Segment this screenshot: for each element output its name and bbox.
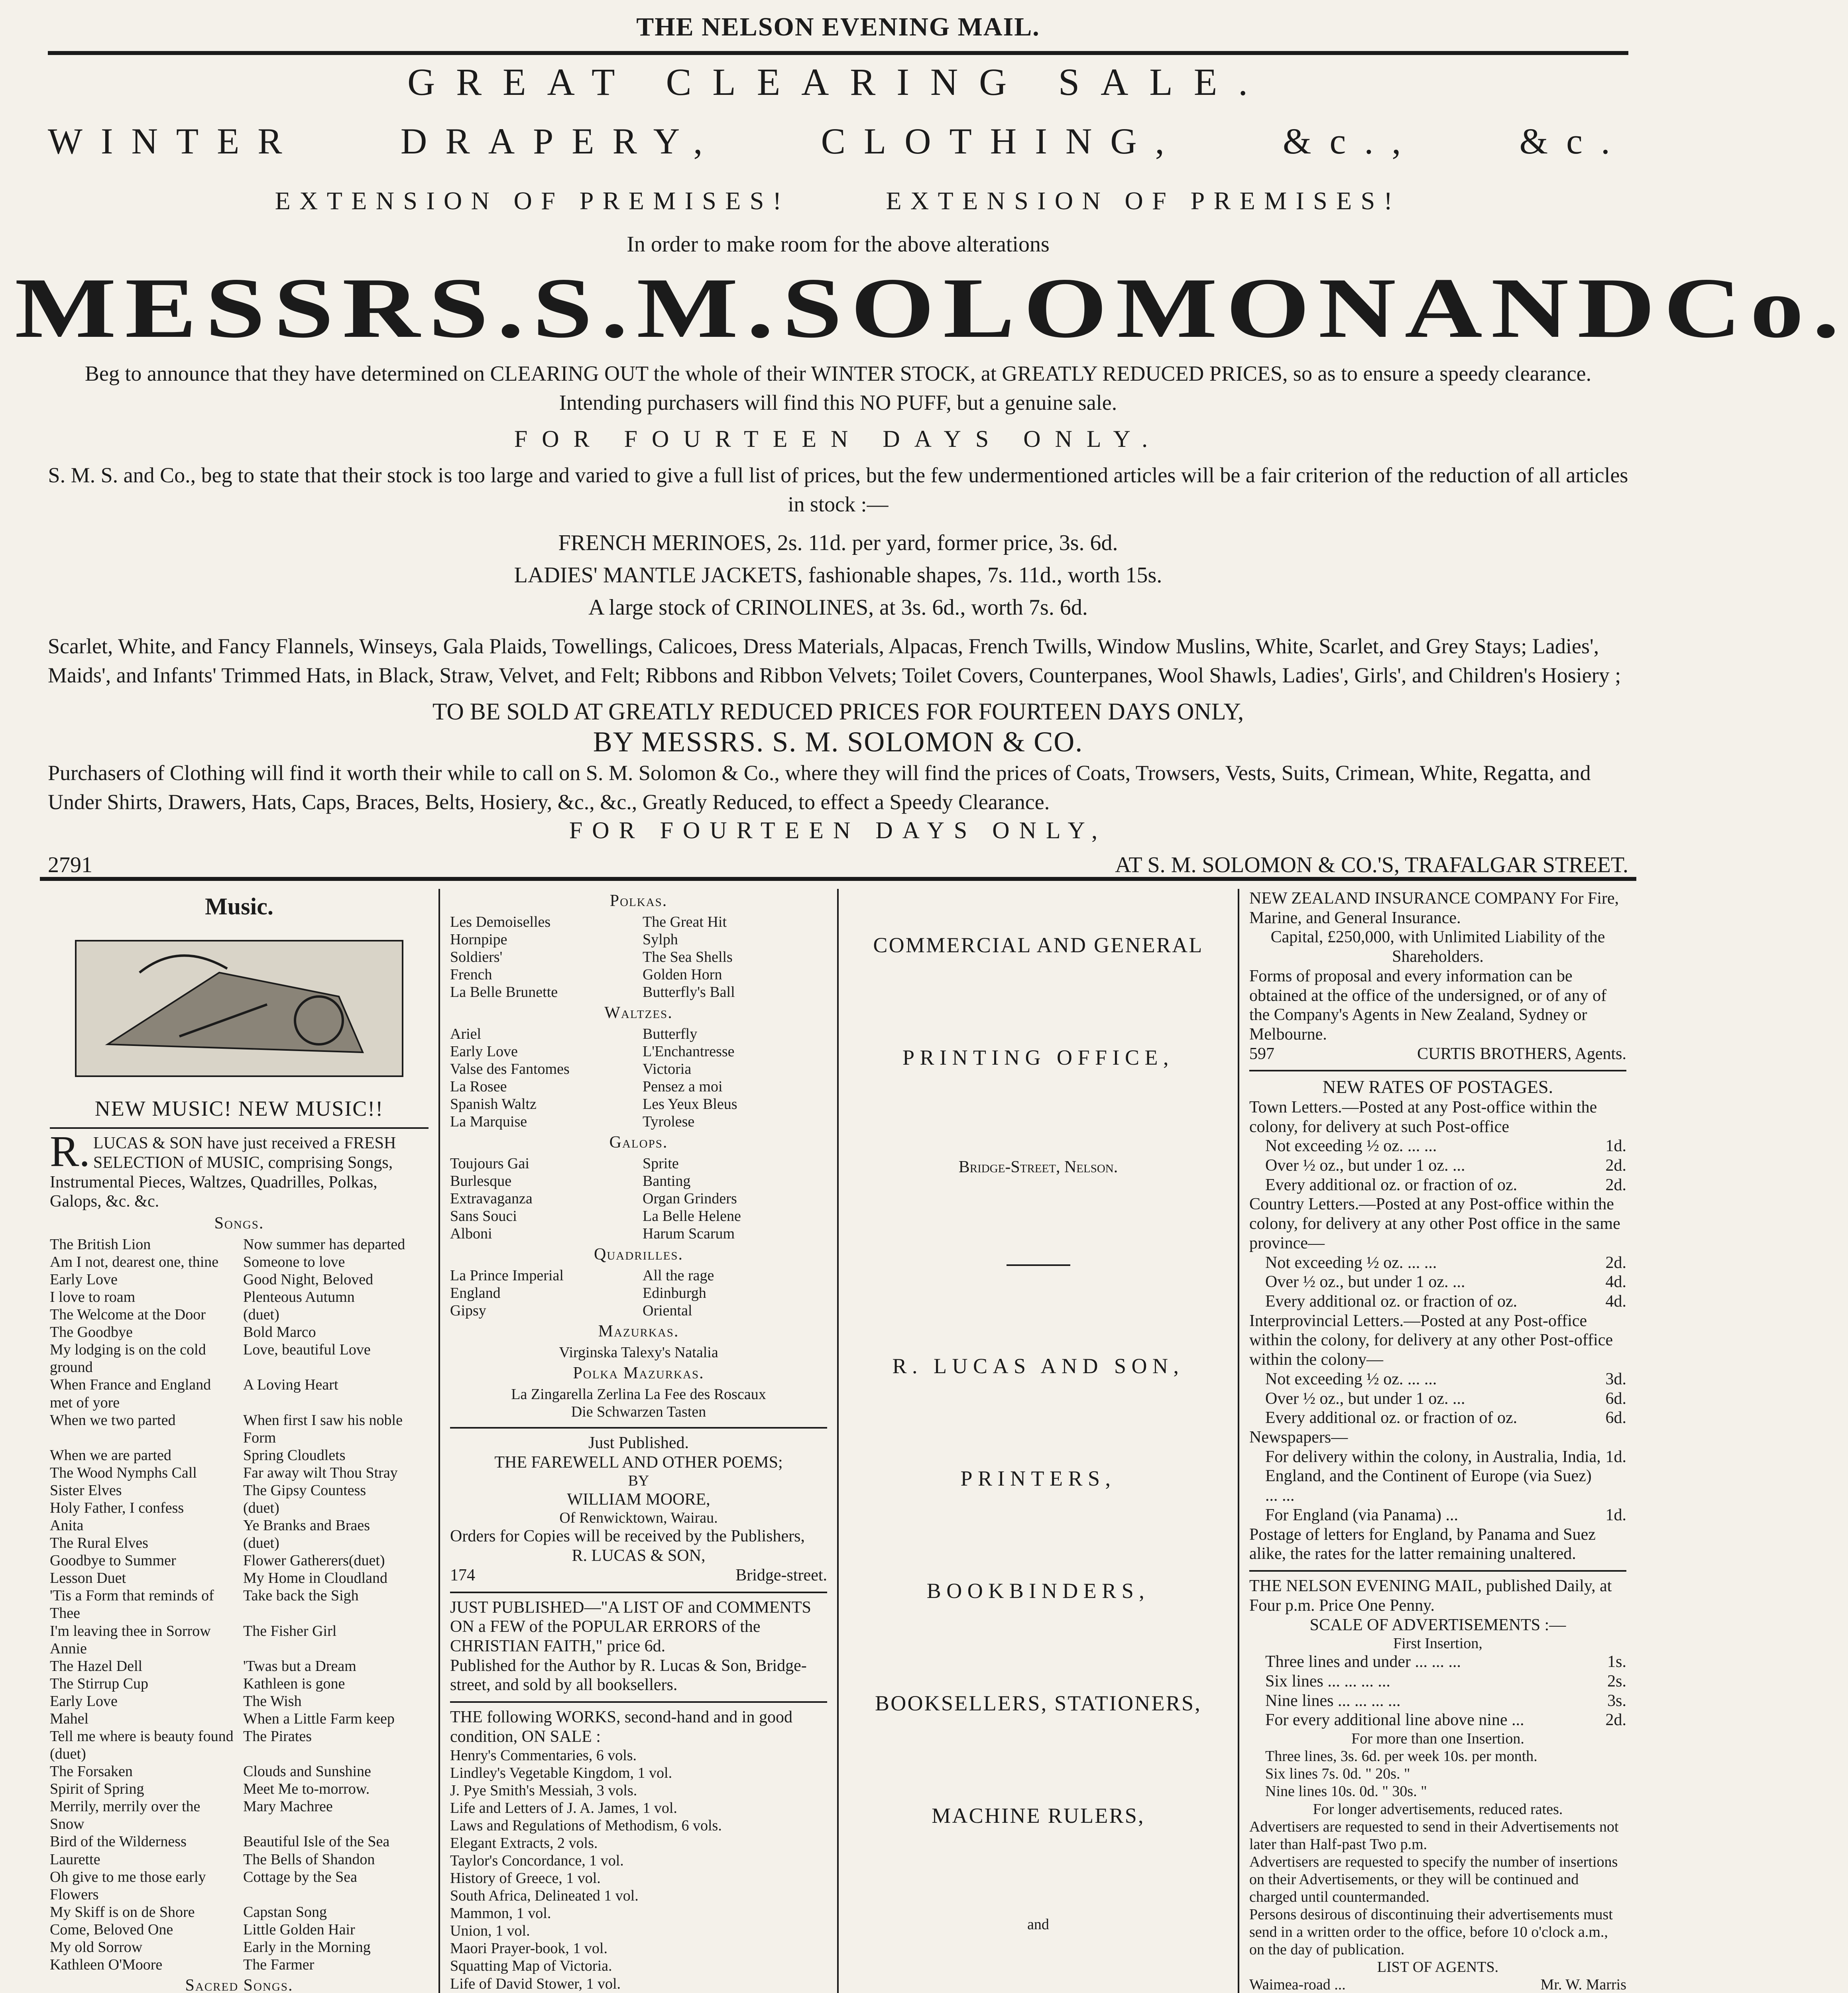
song-item: The Gipsy Countess [243, 1482, 366, 1499]
advertisers-note-2: Advertisers are requested to specify the number of insertions on their Advertisements, or they will be continued and charged until countermanded. [1249, 1853, 1618, 1905]
galop-item: La Belle Helene [643, 1208, 741, 1225]
postage-note: Postage of letters for England, by Panama and Suez alike, the rates for the latter remaining unaltered. [1249, 1525, 1596, 1563]
popular-errors-ad [450, 1592, 827, 1695]
winter-drapery-line [48, 120, 1628, 162]
song-item: My lodging is on the cold ground [50, 1341, 206, 1376]
farewell-ad [450, 1427, 827, 1585]
town-rate [1265, 1175, 1626, 1195]
quadrille-item: All the rage [643, 1267, 714, 1284]
waltz-item: Les Yeux Bleus [643, 1096, 737, 1113]
firm-m: M. [636, 260, 782, 356]
polka-item: The Great Hit [643, 913, 727, 930]
interprovincial-rate [1265, 1408, 1626, 1428]
interprovincial-rate-value: 6d. [1605, 1389, 1626, 1408]
waltz-item: Tyrolese [643, 1113, 695, 1130]
ad-rate-label: Nine lines ... ... ... ... [1265, 1691, 1401, 1710]
polkas-heading: Polkas. [609, 892, 668, 910]
song-item: The Forsaken [50, 1763, 133, 1780]
town-rate [1265, 1136, 1626, 1156]
firm-co: Co. [1663, 260, 1848, 356]
firm-and: AND [1404, 260, 1664, 356]
song-item: My Home in Cloudland [243, 1570, 388, 1587]
insurance-agents: CURTIS BROTHERS, Agents. [1417, 1044, 1626, 1063]
bookbinders: BOOKBINDERS, [926, 1579, 1150, 1603]
solomon-advertisement [14, 56, 1848, 878]
by-messrs: BY MESSRS. S. M. SOLOMON & CO. [593, 725, 1083, 758]
song-item: The Rural Elves [50, 1535, 148, 1552]
lucas-and-son: R. LUCAS AND SON, [892, 1354, 1184, 1378]
waltz-item: La Marquise [450, 1113, 527, 1130]
polka-item: La Belle Brunette [450, 984, 558, 1001]
insurance-number: 597 [1249, 1044, 1274, 1063]
commercial-heading: COMMERCIAL AND GENERAL [873, 933, 1203, 957]
quadrille-item: England [450, 1285, 501, 1302]
song-item: The Bells of Shandon [243, 1851, 375, 1868]
notices-column [1238, 889, 1636, 1993]
country-rate [1265, 1272, 1626, 1292]
quadrilles-heading: Quadrilles. [594, 1245, 683, 1264]
song-item: The Farmer [243, 1956, 315, 1973]
song-item: Bird of the Wilderness [50, 1833, 187, 1850]
mazurkas-heading: Mazurkas. [598, 1322, 679, 1341]
song-item: 'Twas but a Dream [243, 1657, 356, 1675]
country-rate [1265, 1292, 1626, 1311]
extension-line [48, 186, 1628, 216]
song-item: Ye Branks and Braes [243, 1517, 370, 1534]
waltz-item: Valse des Fantomes [450, 1060, 570, 1077]
song-item: Spirit of Spring [50, 1781, 144, 1798]
clothing-word: CLOTHING, [821, 121, 1183, 161]
work-item: Taylor's Concordance, 1 vol. [450, 1852, 624, 1869]
ad-rate-label: Three lines and under ... ... ... [1265, 1653, 1461, 1671]
song-item: The Wish [243, 1692, 302, 1710]
ad-address: AT S. M. SOLOMON & CO.'S, TRAFALGAR STREET. [1115, 852, 1628, 877]
more-rate-item: Nine lines 10s. 0d. " 30s. " [1265, 1783, 1427, 1800]
song-item: Clouds and Sunshine [243, 1763, 371, 1780]
and-word: and [1027, 1916, 1049, 1933]
waltz-item: Ariel [450, 1025, 482, 1042]
firm-name [0, 260, 1848, 356]
galop-item: Alboni [450, 1225, 492, 1242]
song-item: Am I not, dearest one, thine [50, 1253, 219, 1270]
song-item: The Goodbye [50, 1324, 133, 1341]
waltz-item: L'Enchantresse [643, 1043, 735, 1060]
interprovincial-letters: Interprovincial Letters.—Posted at any Post-office within the colony, for delivery at any other Post-office within the colony— [1249, 1311, 1613, 1369]
newspaper-rate-label: For England (via Panama) ... [1265, 1506, 1459, 1524]
music-title: Music. [205, 893, 273, 920]
works-list [450, 1747, 827, 1993]
galop-item: Sprite [643, 1155, 679, 1172]
columns [40, 889, 1636, 1993]
ad-footer [48, 852, 1628, 878]
song-item: The British Lion [50, 1236, 151, 1253]
song-item: The Pirates [243, 1728, 312, 1745]
popular-errors-text: JUST PUBLISHED—"A LIST OF and COMMENTS ON a FEW of the POPULAR ERRORS of the CHRISTIAN FAITH," price 6d. [450, 1598, 811, 1655]
waltz-item: Spanish Waltz [450, 1096, 537, 1113]
advertisers-note-1: Advertisers are requested to send in their Advertisements not later than Half-past Two p.m. [1249, 1818, 1619, 1853]
galop-item: Organ Grinders [643, 1190, 737, 1207]
more-rate-item: Three lines, 3s. 6d. per week 10s. per month. [1265, 1748, 1537, 1765]
ad-rate [1265, 1672, 1626, 1691]
waltz-item: Pensez a moi [643, 1078, 723, 1095]
to-be-sold: TO BE SOLD AT GREATLY REDUCED PRICES FOR FOURTEEN DAYS ONLY, [432, 698, 1244, 725]
quadrille-item: Gipsy [450, 1302, 486, 1319]
section-rule [40, 877, 1636, 881]
agent-row-value: Mr. W. Marris [1540, 1976, 1626, 1993]
music-instruments-illustration [50, 925, 429, 1092]
country-rates [1249, 1253, 1626, 1311]
songs-heading: Songs. [214, 1214, 264, 1233]
song-item: Cottage by the Sea [243, 1868, 357, 1885]
song-item: When we two parted [50, 1411, 176, 1429]
town-rate [1265, 1156, 1626, 1175]
farewell-head: Just Published. [588, 1434, 689, 1452]
country-rate-label: Every additional oz. or fraction of oz. [1265, 1292, 1518, 1311]
newspaper-rates [1249, 1447, 1626, 1525]
song-item: My Skiff is on de Shore [50, 1903, 195, 1920]
first-insertion: First Insertion, [1393, 1635, 1482, 1652]
newspaper-rate [1265, 1447, 1626, 1506]
farewell-number: 174 [450, 1566, 475, 1584]
price-item: FRENCH MERINOES, 2s. 11d. per yard, former price, 3s. 6d. [558, 530, 1118, 555]
country-rate-value: 4d. [1605, 1292, 1626, 1311]
song-item: Merrily, merrily over the Snow [50, 1798, 201, 1833]
interprovincial-rate [1265, 1370, 1626, 1389]
masthead-rule [48, 51, 1628, 55]
firm-s: S. [532, 260, 637, 356]
more-rate-item: Six lines 7s. 0d. " 20s. " [1265, 1765, 1410, 1783]
song-item: Mahel [50, 1710, 89, 1727]
fourteen-days: FOR FOURTEEN DAYS ONLY. [514, 425, 1162, 452]
agent-row-label: Waimea-road ... [1249, 1976, 1346, 1993]
divider [1007, 1264, 1070, 1266]
song-item: Holy Father, I confess [50, 1499, 184, 1516]
farewell-publisher: R. LUCAS & SON, [572, 1547, 706, 1565]
country-rate-value: 2d. [1605, 1253, 1626, 1272]
song-item: Far away wilt Thou Stray [243, 1464, 398, 1481]
work-item: South Africa, Delineated 1 vol. [450, 1887, 639, 1905]
farewell-by: BY [628, 1472, 649, 1490]
agent-row [1249, 1976, 1626, 1993]
song-item: Come, Beloved One [50, 1921, 173, 1938]
song-item: The Fisher Girl [243, 1622, 337, 1639]
quadrille-item: La Prince Imperial [450, 1267, 564, 1284]
song-item: Now summer has departed [243, 1236, 405, 1253]
song-item: My old Sorrow [50, 1938, 143, 1956]
work-item: Life and Letters of J. A. James, 1 vol. [450, 1799, 677, 1816]
ad-rate [1265, 1652, 1626, 1672]
song-item: 'Tis a Form that reminds of Thee [50, 1587, 214, 1622]
song-item: Goodbye to Summer [50, 1552, 176, 1569]
song-item: Early Love [50, 1271, 118, 1288]
ad-number: 2791 [48, 852, 92, 877]
song-item: Good Night, Beloved [243, 1271, 374, 1288]
music-intro: R.LUCAS & SON have just received a FRESH SELECTION of MUSIC, comprising Songs, Instrumental Pieces, Waltzes, Quadrilles, Polkas, Galops, &c. &c. [50, 1127, 396, 1211]
purchasers-text: Purchasers of Clothing will find it worth their while to call on S. M. Solomon & Co., where they will find the prices of Coats, Trowsers, Vests, Suits, Crimean, White, Regatta, and Under Shirts, Drawers, Hats, Caps, Braces, Belts, Hosiery, &c., &c., Greatly Reduced, to effect a Speedy Clearance. [48, 761, 1591, 814]
town-rates [1249, 1136, 1626, 1195]
song-item: The Stirrup Cup [50, 1675, 148, 1692]
farewell-author: WILLIAM MOORE, [567, 1490, 710, 1509]
song-item: Mary Machree [243, 1798, 333, 1815]
song-item: Someone to love [243, 1253, 345, 1270]
country-rate-label: Over ½ oz., but under 1 oz. ... [1265, 1273, 1465, 1291]
song-item: When a Little Farm keep [243, 1710, 395, 1727]
farewell-address: Bridge-street. [735, 1566, 827, 1584]
waltzes-list [450, 1025, 827, 1130]
extension-left: EXTENSION OF PREMISES! [275, 187, 790, 215]
interprovincial-rates [1249, 1370, 1626, 1428]
town-rate-value: 2d. [1605, 1175, 1626, 1194]
waltz-item: La Rosee [450, 1078, 507, 1095]
song-item: Early in the Morning [243, 1938, 371, 1956]
printing-office-column [837, 889, 1238, 1993]
work-item: Laws and Regulations of Methodism, 6 vols. [450, 1817, 722, 1834]
song-item: When we are parted [50, 1447, 171, 1464]
interprovincial-rate-label: Not exceeding ½ oz. ... ... [1265, 1370, 1437, 1388]
order-line: In order to make room for the above alterations [627, 232, 1050, 257]
galop-item: Harum Scarum [643, 1225, 735, 1242]
advertisers-note-3: Persons desirous of discontinuing their advertisements must send in a written order to the office, before 10 o'clock a.m., on the day of publication. [1249, 1906, 1613, 1958]
quadrilles-list [450, 1267, 827, 1319]
insurance-forms: Forms of proposal and every information can be obtained at the office of the undersigned, or of any of the Company's Agents in New Zealand, Sydney or Melbourne. [1249, 967, 1607, 1044]
agents-heading: LIST OF AGENTS. [1377, 1959, 1499, 1976]
printers: PRINTERS, [960, 1466, 1116, 1490]
booksellers: BOOKSELLERS, STATIONERS, [875, 1691, 1201, 1716]
insurance-heading: NEW ZEALAND INSURANCE COMPANY For Fire, Marine, and General Insurance. [1249, 889, 1619, 927]
work-item: Life of David Stower, 1 vol. [450, 1975, 621, 1992]
ad-rate-label: Six lines ... ... ... ... [1265, 1672, 1390, 1691]
ad-rate-value: 2d. [1605, 1711, 1626, 1730]
song-item: Meet Me to-morrow. [243, 1781, 370, 1798]
waltz-item: Butterfly [643, 1025, 698, 1042]
galop-item: Extravaganza [450, 1190, 533, 1207]
song-item: Early Love [50, 1692, 118, 1710]
newspaper-rate-value: 1d. [1605, 1447, 1626, 1466]
song-item: Tell me where is beauty found (duet) [50, 1728, 234, 1763]
works-ad [450, 1701, 827, 1993]
work-item: J. Pye Smith's Messiah, 3 vols. [450, 1782, 637, 1799]
polka-item: Golden Horn [643, 966, 722, 983]
work-item: Henry's Commentaries, 6 vols. [450, 1747, 637, 1764]
newspapers-heading: Newspapers— [1249, 1428, 1348, 1447]
galop-item: Toujours Gai [450, 1155, 529, 1172]
mazurkas-list: Virginska Talexy's Natalia [559, 1344, 718, 1361]
town-rate-label: Not exceeding ½ oz. ... ... [1265, 1137, 1437, 1156]
galop-item: Sans Souci [450, 1208, 517, 1225]
town-letters: Town Letters.—Posted at any Post-office within the colony, for delivery at such Post-office [1249, 1098, 1597, 1136]
machine-rulers: MACHINE RULERS, [932, 1804, 1145, 1828]
books-column [438, 889, 837, 1993]
galop-item: Banting [643, 1173, 691, 1190]
waltz-item: Victoria [643, 1060, 692, 1077]
waltz-item: Early Love [450, 1043, 518, 1060]
work-item: Elegant Extracts, 2 vols. [450, 1834, 598, 1851]
agents-list [1249, 1976, 1626, 1993]
ad-rate-value: 2s. [1607, 1672, 1626, 1691]
more-rates [1249, 1747, 1626, 1800]
ad-rate-value: 3s. [1607, 1691, 1626, 1710]
song-item: When first I saw his noble Form [243, 1411, 403, 1446]
work-item: Squatting Map of Victoria. [450, 1958, 612, 1975]
town-rate-value: 1d. [1605, 1137, 1626, 1156]
waltzes-heading: Waltzes. [604, 1004, 673, 1022]
work-item: Maori Prayer-book, 1 vol. [450, 1940, 607, 1957]
song-item: Take back the Sigh [243, 1587, 359, 1604]
works-intro: THE following WORKS, second-hand and in good condition, ON SALE : [450, 1708, 792, 1746]
ad-rates [1249, 1652, 1626, 1730]
farewell-body: Orders for Copies will be received by the Publishers, [450, 1527, 805, 1546]
polka-mazurkas-list: La Zingarella Zerlina La Fee des Roscaux [511, 1386, 766, 1403]
longer-ads: For longer advertisements, reduced rates. [1313, 1800, 1563, 1818]
price-item: LADIES' MANTLE JACKETS, fashionable shapes, 7s. 11d., worth 15s. [514, 562, 1162, 588]
quadrille-item: Edinburgh [643, 1285, 706, 1302]
drapery-word: DRAPERY, [400, 121, 721, 161]
polka-item: Soldiers' [450, 948, 503, 965]
postage-heading: NEW RATES OF POSTAGES. [1322, 1077, 1553, 1097]
ad-rate [1265, 1691, 1626, 1711]
song-item: Oh give to me those early Flowers [50, 1868, 206, 1903]
song-item: I love to roam [50, 1289, 136, 1306]
song-item: Spring Cloudlets [243, 1447, 346, 1464]
interprovincial-rate-label: Every additional oz. or fraction of oz. [1265, 1409, 1518, 1427]
work-item: Lindley's Vegetable Kingdom, 1 vol. [450, 1764, 672, 1781]
firm-messrs: MESSRS. [14, 260, 533, 356]
polka-mazurkas-list-2: Die Schwarzen Tasten [571, 1403, 706, 1420]
quadrille-item: Oriental [643, 1302, 692, 1319]
great-clearing-sale: GREAT CLEARING SALE. [407, 61, 1269, 103]
song-item: Anita [50, 1517, 84, 1534]
scale-heading: SCALE OF ADVERTISEMENTS :— [1309, 1616, 1566, 1634]
town-rate-label: Every additional oz. or fraction of oz. [1265, 1175, 1518, 1194]
song-item: Lesson Duet [50, 1570, 126, 1587]
song-item: Bold Marco [243, 1324, 316, 1341]
song-item: Capstan Song [243, 1903, 327, 1920]
polka-item: French [450, 966, 492, 983]
songs-list [50, 1236, 429, 1973]
price-list [48, 527, 1628, 624]
announce-text: Beg to announce that they have determined on CLEARING OUT the whole of their WINTER STOCK, at GREATLY REDUCED PRICES, so as to ensure a speedy clearance. Intending purchasers will find this NO PUFF, but a genuine sale. [85, 362, 1592, 415]
ad-rate-label: For every additional line above nine ... [1265, 1711, 1524, 1730]
country-rate [1265, 1253, 1626, 1273]
goods-text: Scarlet, White, and Fancy Flannels, Winseys, Gala Plaids, Towellings, Calicoes, Dress Materials, Alpacas, French Twills, Window Muslins, White, Scarlet, and Grey Stays; Ladies', Maids', and Infants' Trimmed Hats, in Black, Straw, Velvet, and Felt; Ribbons and Ribbon Velvets; Toilet Covers, Counterpanes, Wool Shawls, Ladies', Girls', and Children's Hosiery ; [48, 634, 1621, 688]
song-item: Little Golden Hair [243, 1921, 355, 1938]
work-item: History of Greece, 1 vol. [450, 1870, 601, 1887]
interprovincial-rate-label: Over ½ oz., but under 1 oz. ... [1265, 1389, 1465, 1408]
town-rate-value: 2d. [1605, 1156, 1626, 1175]
new-music: NEW MUSIC! NEW MUSIC!! [94, 1096, 384, 1120]
galop-item: Burlesque [450, 1173, 512, 1190]
polka-mazurkas-heading: Polka Mazurkas. [573, 1364, 704, 1383]
song-item: Laurette [50, 1851, 100, 1868]
insurance-capital: Capital, £250,000, with Unlimited Liability of the Shareholders. [1270, 928, 1605, 966]
sacred-heading: Sacred Songs. [185, 1976, 293, 1993]
song-item: (duet) [243, 1306, 279, 1323]
country-letters: Country Letters.—Posted at any Post-office within the colony, for delivery at any other Post office in the same province— [1249, 1195, 1620, 1252]
popular-errors-publisher: Published for the Author by R. Lucas & Son, Bridge-street, and sold by all booksellers. [450, 1656, 807, 1694]
farewell-title: THE FAREWELL AND OTHER POEMS; [494, 1453, 783, 1472]
etc-word-2: &c. [1519, 121, 1628, 161]
price-item: A large stock of CRINOLINES, at 3s. 6d., worth 7s. 6d. [588, 595, 1088, 620]
polka-item: Hornpipe [450, 931, 507, 948]
polka-item: Butterfly's Ball [643, 984, 735, 1001]
interprovincial-rate-value: 3d. [1605, 1370, 1626, 1388]
galops-list [450, 1155, 827, 1242]
song-item: The Welcome at the Door [50, 1306, 206, 1323]
polkas-list [450, 913, 827, 1001]
song-item: (duet) [243, 1499, 279, 1516]
song-item: The Wood Nymphs Call [50, 1464, 197, 1481]
song-item: Plenteous Autumn [243, 1289, 355, 1306]
song-item: Kathleen is gone [243, 1675, 345, 1692]
song-item: The Hazel Dell [50, 1657, 143, 1675]
printing-office: PRINTING OFFICE, [902, 1045, 1174, 1069]
work-item: Union, 1 vol. [450, 1922, 530, 1940]
galops-heading: Galops. [609, 1133, 668, 1152]
interprovincial-rate [1265, 1389, 1626, 1409]
firm-solomon: SOLOMON [782, 260, 1405, 356]
masthead: THE NELSON EVENING MAIL. [636, 12, 1040, 41]
etc-word: &c., [1282, 121, 1419, 161]
country-rate-label: Not exceeding ½ oz. ... ... [1265, 1253, 1437, 1272]
polka-item: Sylph [643, 931, 678, 948]
song-item: Flower Gatherers(duet) [243, 1552, 385, 1569]
song-item: (duet) [243, 1535, 279, 1552]
work-item: Mammon, 1 vol. [450, 1905, 551, 1922]
farewell-of: Of Renwicktown, Wairau. [559, 1509, 718, 1527]
song-item: A Loving Heart [243, 1376, 338, 1394]
town-rate-label: Over ½ oz., but under 1 oz. ... [1265, 1156, 1465, 1175]
song-item: When France and England met of yore [50, 1376, 211, 1411]
song-item: Love, beautiful Love [243, 1341, 371, 1358]
mail-notice: THE NELSON EVENING MAIL, published Daily, at Four p.m. Price One Penny. [1249, 1577, 1612, 1615]
more-insertions: For more than one Insertion. [1351, 1730, 1524, 1747]
newspaper-rate-label: For delivery within the colony, in Australia, India, England, and the Continent of Europe (via Suez) ... ... [1265, 1447, 1601, 1505]
ad-rate-value: 1s. [1607, 1653, 1626, 1671]
ad-rate [1265, 1710, 1626, 1730]
song-item: Beautiful Isle of the Sea [243, 1833, 390, 1850]
polka-item: The Sea Shells [643, 948, 733, 965]
fourteen-days-2: FOR FOURTEEN DAYS ONLY, [569, 817, 1107, 843]
song-item: Sister Elves [50, 1482, 122, 1499]
stock-text: S. M. S. and Co., beg to state that their stock is too large and varied to give a full list of prices, but the few undermentioned articles will be a fair criterion of the reduction of all articles in stock :— [48, 463, 1628, 516]
music-column [40, 889, 438, 1993]
song-item: I'm leaving thee in Sorrow Annie [50, 1622, 211, 1657]
country-rate-value: 4d. [1605, 1273, 1626, 1291]
printing-address: Bridge-Street, Nelson. [958, 1158, 1118, 1177]
interprovincial-rate-value: 6d. [1605, 1409, 1626, 1427]
song-item: Kathleen O'Moore [50, 1956, 163, 1973]
polka-item: Les Demoiselles [450, 913, 551, 930]
extension-right: EXTENSION OF PREMISES! [886, 187, 1402, 215]
winter-word: WINTER [48, 121, 301, 161]
newspaper-rate [1265, 1506, 1626, 1525]
newspaper-rate-value: 1d. [1605, 1506, 1626, 1524]
